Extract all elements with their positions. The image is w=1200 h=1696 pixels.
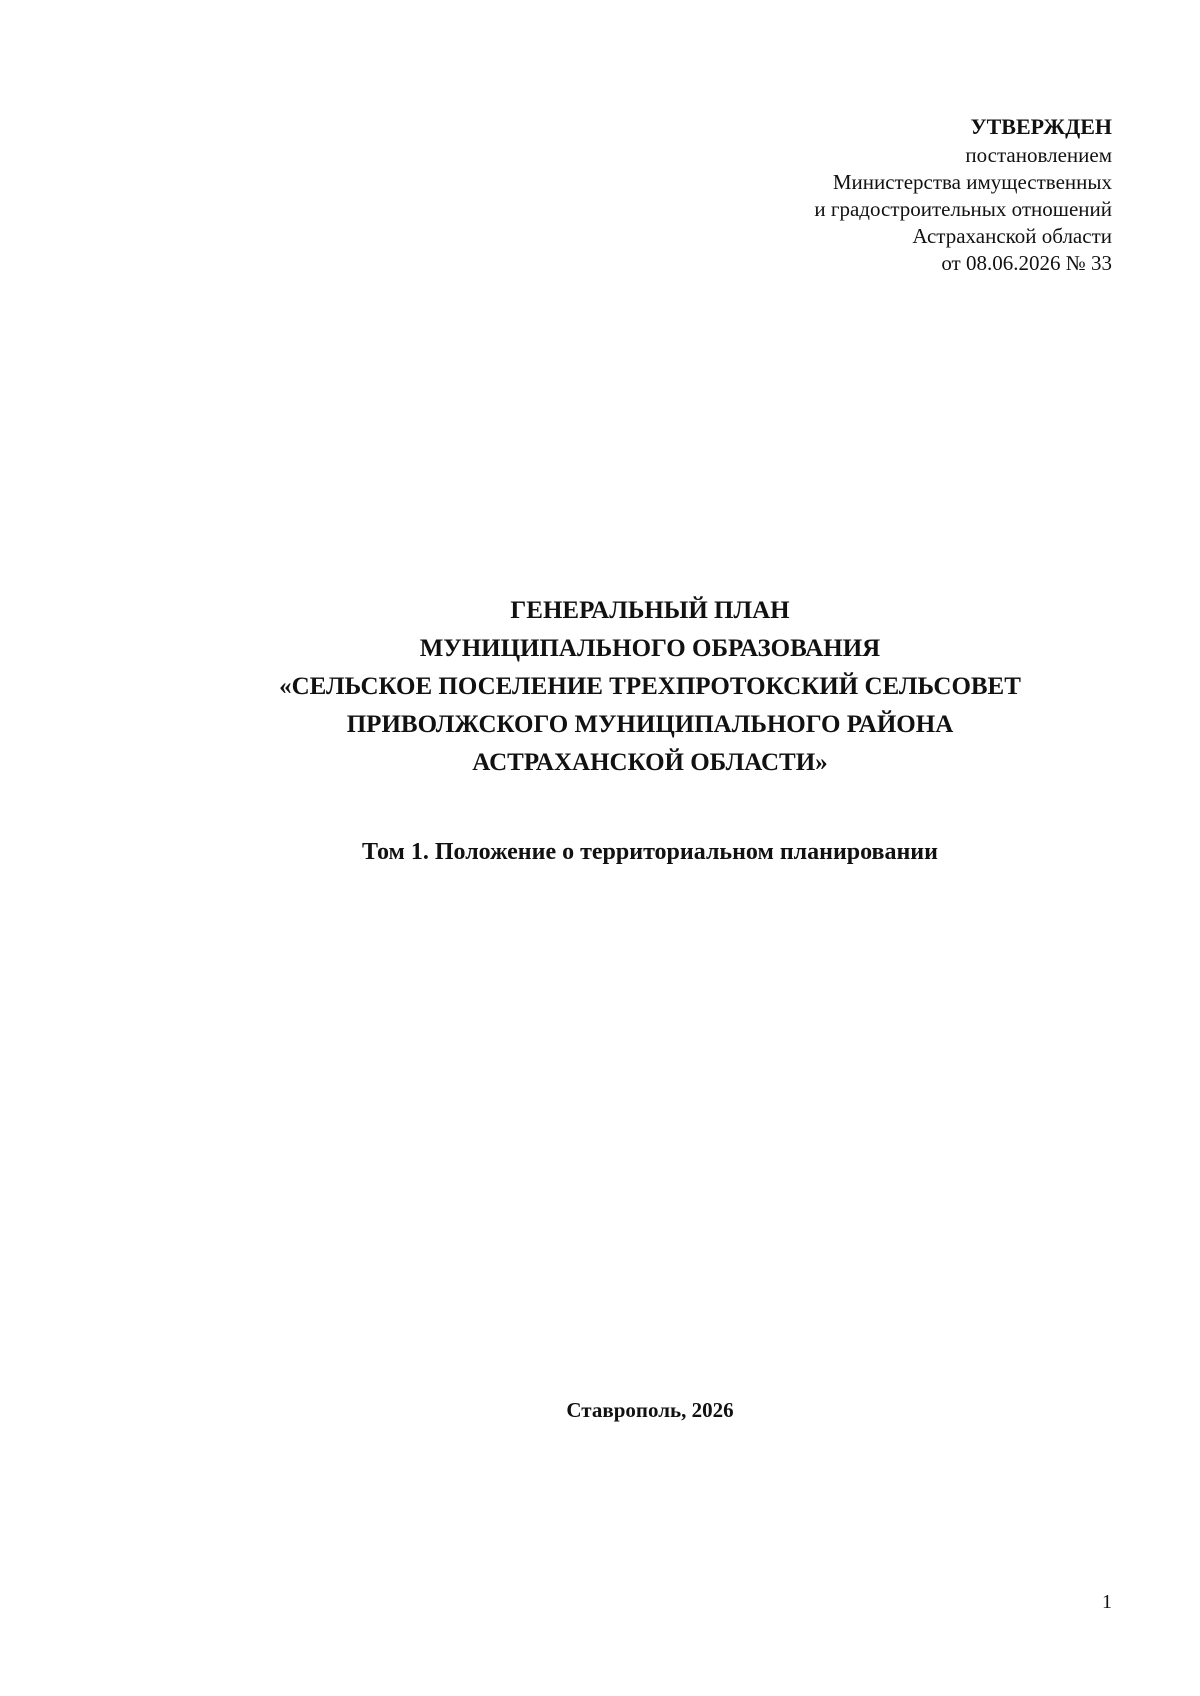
document-title: [100, 592, 1200, 782]
approval-date-number: от 08.06.2026 № 33: [941, 251, 1112, 275]
approval-line: Министерства имущественных: [832, 170, 1112, 194]
volume-title: Том 1. Положение о территориальном планировании: [362, 839, 938, 865]
approval-title: УТВЕРЖДЕН: [970, 114, 1112, 139]
title-line: «СЕЛЬСКОЕ ПОСЕЛЕНИЕ ТРЕХПРОТОКСКИЙ СЕЛЬСОВЕТ: [279, 673, 1021, 700]
approval-line: и градостроительных отношений: [814, 197, 1112, 221]
title-line: АСТРАХАНСКОЙ ОБЛАСТИ»: [472, 749, 828, 776]
title-line: ПРИВОЛЖСКОГО МУНИЦИПАЛЬНОГО РАЙОНА: [346, 711, 954, 738]
approval-line: Астраханской области: [912, 224, 1112, 248]
title-line: МУНИЦИПАЛЬНОГО ОБРАЗОВАНИЯ: [419, 635, 881, 662]
approval-line: постановлением: [965, 143, 1112, 167]
page-number: 1: [1102, 1591, 1112, 1613]
city-year: Ставрополь, 2026: [566, 1398, 734, 1422]
title-line: ГЕНЕРАЛЬНЫЙ ПЛАН: [510, 597, 790, 624]
approval-block: [592, 112, 1112, 277]
